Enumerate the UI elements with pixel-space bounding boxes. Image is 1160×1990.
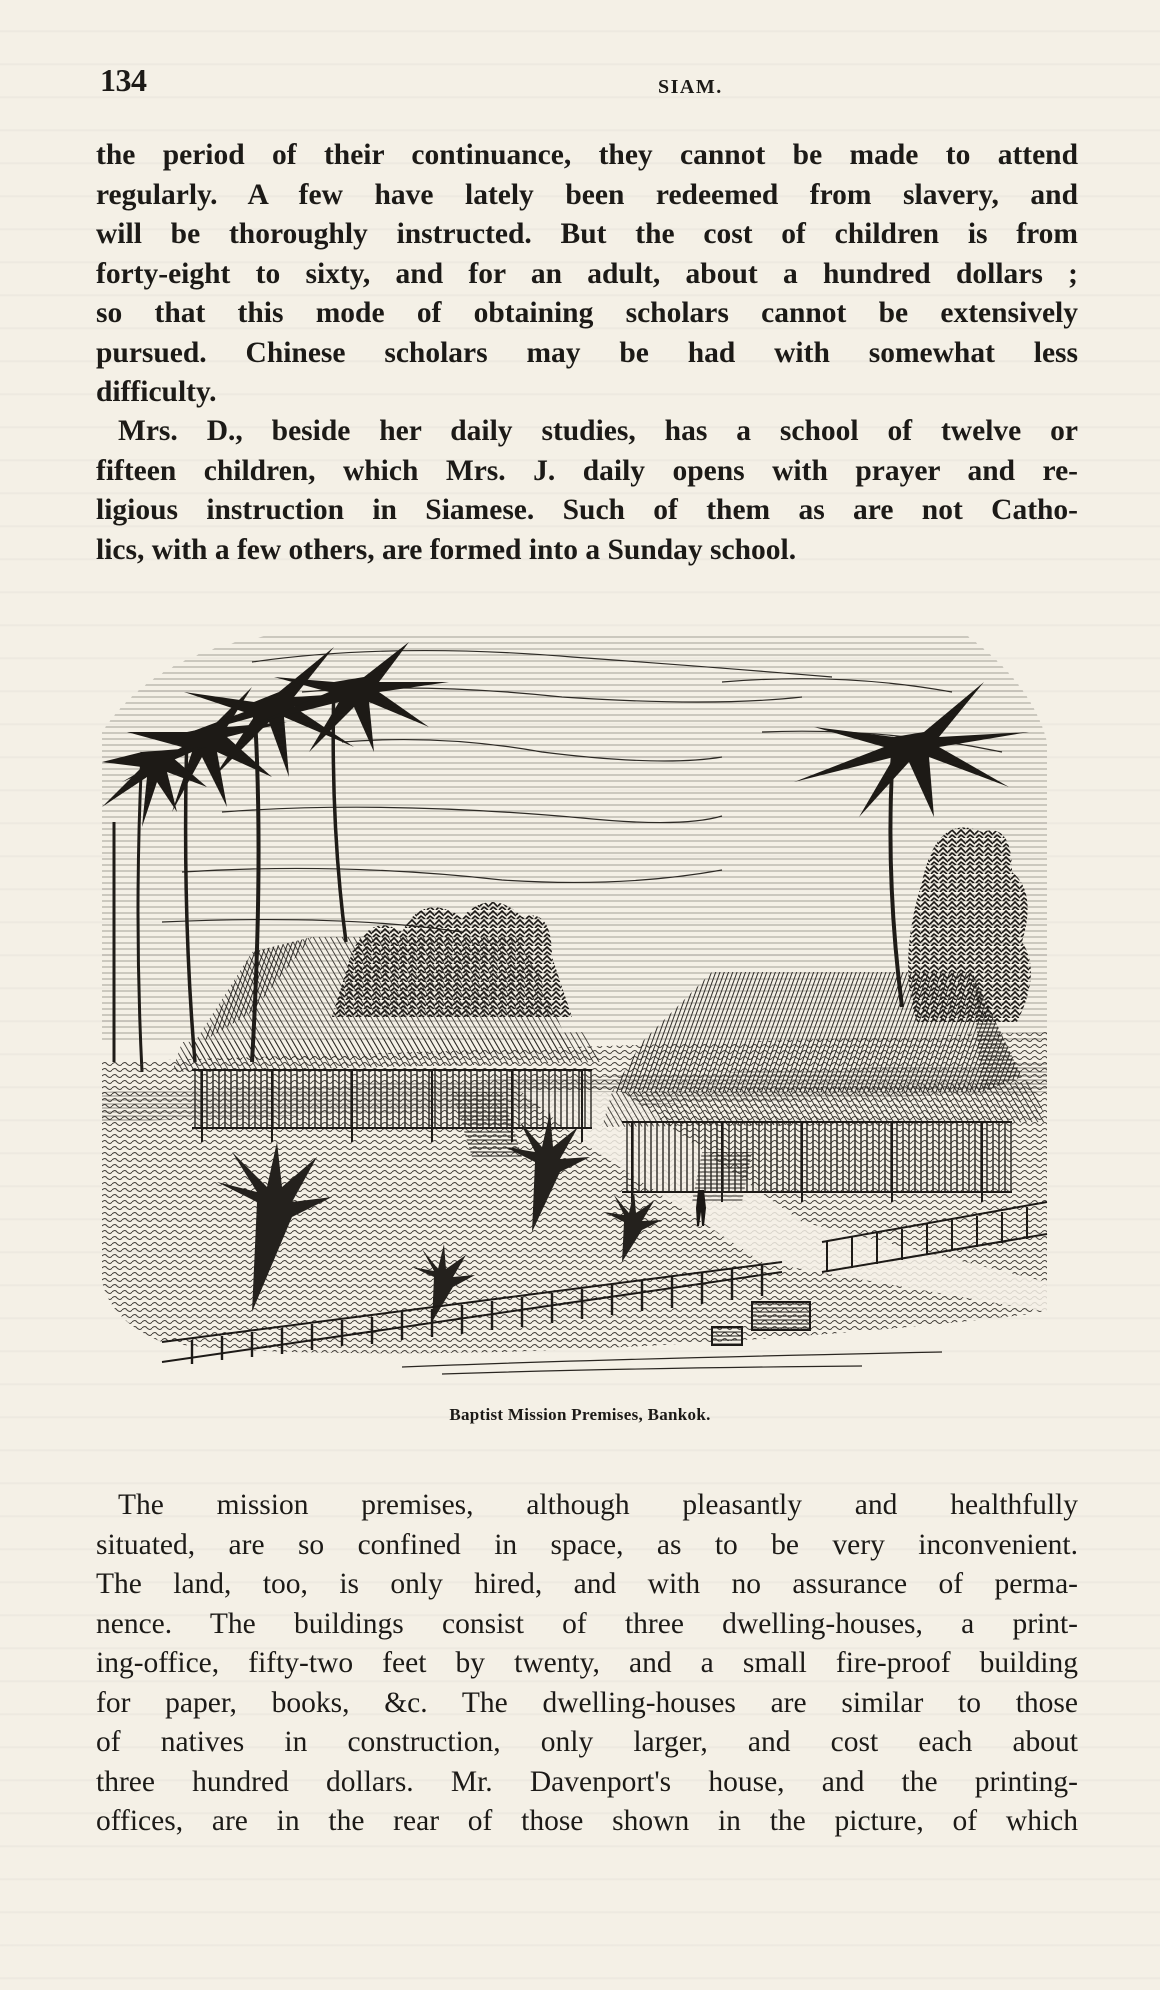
- text-line: The land, too, is only hired, and with no assurance of perma-: [96, 1568, 1078, 1600]
- text-line: ing-office, fifty-two feet by twenty, and a small fire-proof building: [96, 1647, 1078, 1679]
- text-line: situated, are so confined in space, as to be very inconvenient.: [96, 1528, 1078, 1561]
- text-line: so that this mode of obtaining scholars cannot be extensively: [96, 297, 1078, 329]
- text-line: for paper, books, &c. The dwelling-houses are similar to those: [96, 1686, 1078, 1719]
- text-line: of natives in construction, only larger, and cost each about: [96, 1726, 1078, 1758]
- paragraph-1: [96, 136, 1078, 413]
- text-line: the period of their continuance, they cannot be made to attend: [96, 139, 1078, 171]
- text-line: lics, with a few others, are formed into a Sunday school.: [96, 533, 797, 566]
- text-line: forty-eight to sixty, and for an adult, about a hundred dollars ;: [96, 257, 1078, 290]
- text-line: Mrs. D., beside her daily studies, has a school of twelve or: [118, 415, 1078, 447]
- text-line: offices, are in the rear of those shown in the picture, of which: [96, 1805, 1078, 1837]
- text-line: ligious instruction in Siamese. Such of them as are not Catho-: [96, 494, 1078, 526]
- page-number: 134: [100, 62, 147, 98]
- text-line: will be thoroughly instructed. But the cost of children is from: [96, 218, 1078, 250]
- text-line: regularly. A few have lately been redeemed from slavery, and: [96, 178, 1078, 211]
- paragraph-3: [96, 1486, 1078, 1842]
- text-line: fifteen children, which Mrs. J. daily opens with prayer and re-: [96, 454, 1078, 487]
- mission-premises-engraving: [102, 622, 1057, 1392]
- text-line: nence. The buildings consist of three dwelling-houses, a print-: [96, 1607, 1078, 1640]
- paragraph-2: [96, 412, 1078, 570]
- text-line: The mission premises, although pleasantly and healthfully: [118, 1489, 1078, 1521]
- text-line: pursued. Chinese scholars may be had with somewhat less: [96, 336, 1078, 369]
- text-line: difficulty.: [96, 376, 217, 408]
- figure-caption: Baptist Mission Premises, Bankok.: [449, 1405, 711, 1424]
- running-head: SIAM.: [658, 76, 723, 98]
- page-header: [100, 62, 1060, 102]
- text-line: three hundred dollars. Mr. Davenport's house, and the printing-: [96, 1765, 1078, 1798]
